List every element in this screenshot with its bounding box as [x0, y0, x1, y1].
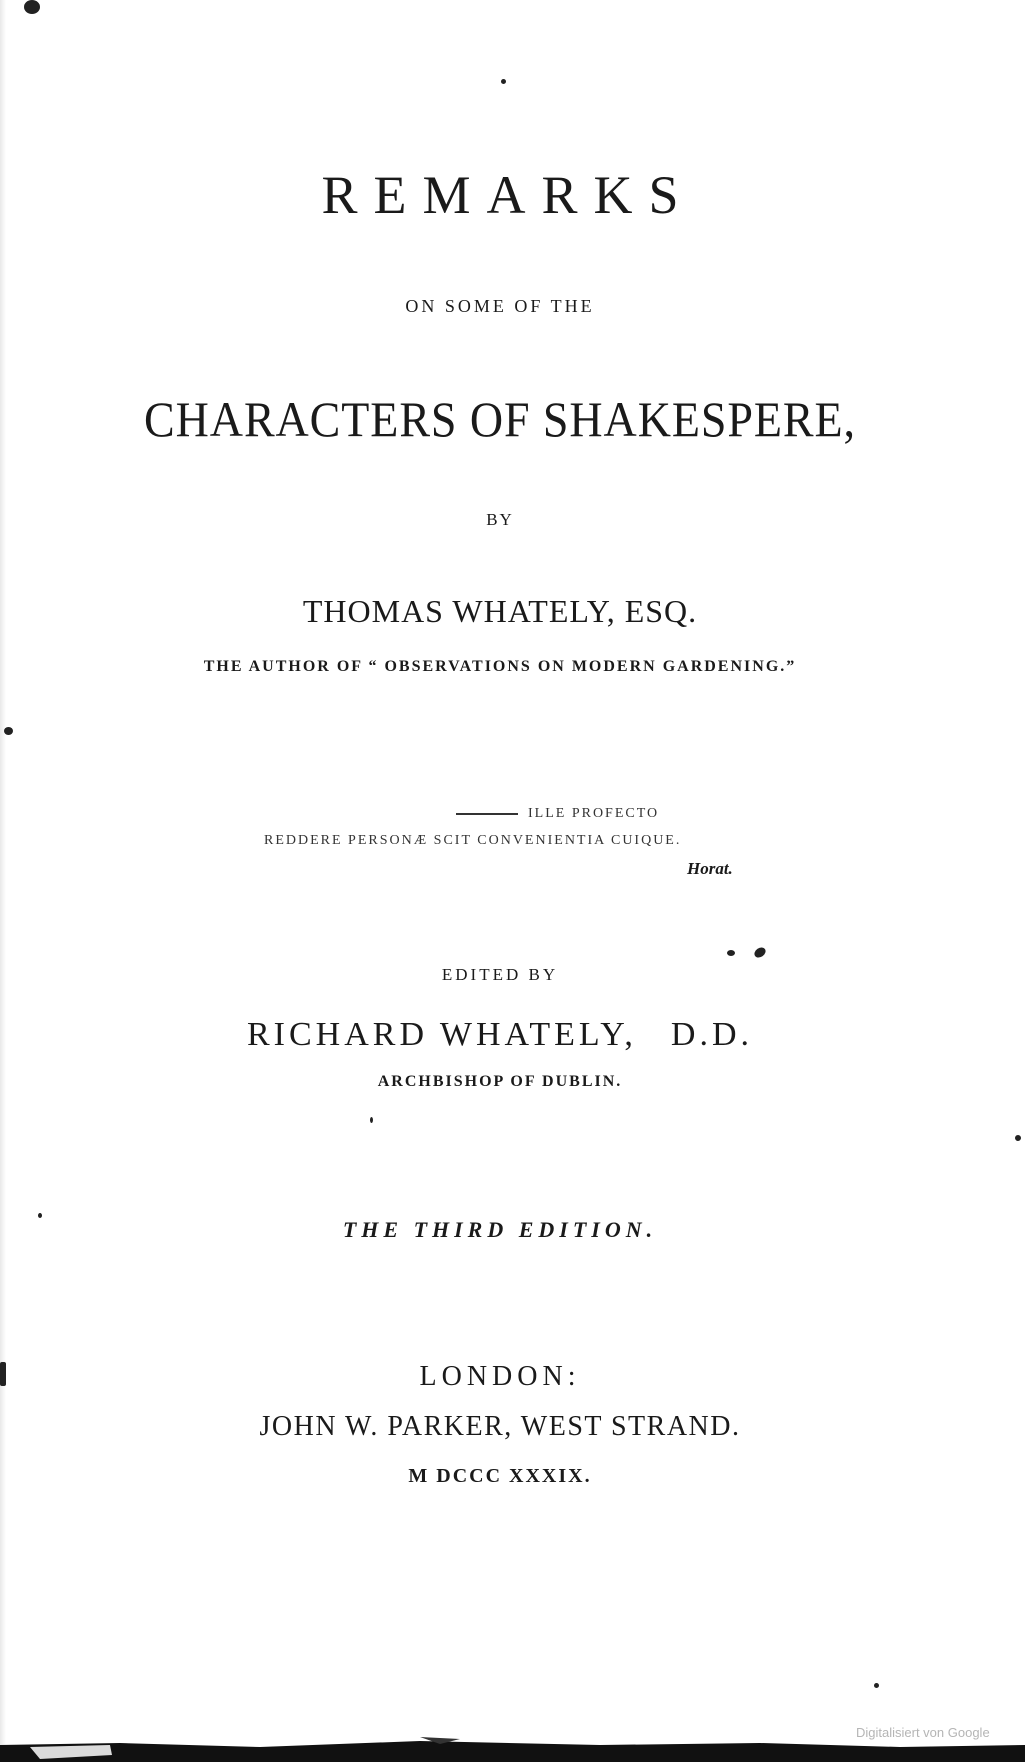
ink-speck [370, 1117, 373, 1123]
ink-speck [4, 727, 13, 735]
publication-city: LONDON: [419, 1361, 581, 1392]
publication-year: M DCCC XXXIX. [408, 1465, 592, 1487]
ink-speck [38, 1213, 42, 1218]
ink-speck [874, 1683, 879, 1688]
motto-line-2: REDDERE PERSONÆ SCIT CONVENIENTIA CUIQUE. [264, 833, 682, 848]
by-line: BY [486, 510, 514, 529]
ink-speck [727, 950, 735, 956]
motto-dash [456, 813, 518, 815]
motto-line-1 [456, 806, 659, 822]
ink-speck [501, 79, 506, 84]
author-name: THOMAS WHATELY, ESQ. [302, 593, 698, 629]
editor-line [0, 1018, 1000, 1052]
editor-degree: D.D. [670, 1016, 753, 1053]
edited-by-label: EDITED BY [441, 965, 559, 984]
ink-speck [1015, 1135, 1021, 1141]
author-description: THE AUTHOR OF “ OBSERVATIONS ON MODERN GARDENING.” [203, 658, 797, 675]
ink-speck [753, 945, 768, 959]
book-subject: CHARACTERS OF SHAKESPERE, [144, 391, 856, 447]
motto-line-1-text: ILLE PROFECTO [528, 806, 660, 821]
motto-source: Horat. [687, 859, 733, 878]
editor-title: ARCHBISHOP OF DUBLIN. [377, 1073, 623, 1090]
page-edge-shadow [0, 0, 6, 1762]
publisher-name: JOHN W. PARKER, WEST STRAND. [259, 1411, 741, 1442]
scan-edge-shadow [0, 1741, 1025, 1762]
digitization-watermark: Digitalisiert von Google [856, 1725, 990, 1740]
subtitle-prefix: ON SOME OF THE [405, 296, 595, 316]
edition-label: THE THIRD EDITION. [342, 1217, 658, 1242]
ink-speck [24, 0, 40, 14]
ink-speck [0, 1362, 6, 1386]
book-title: REMARKS [321, 165, 695, 225]
editor-name: RICHARD WHATELY, [246, 1016, 637, 1053]
